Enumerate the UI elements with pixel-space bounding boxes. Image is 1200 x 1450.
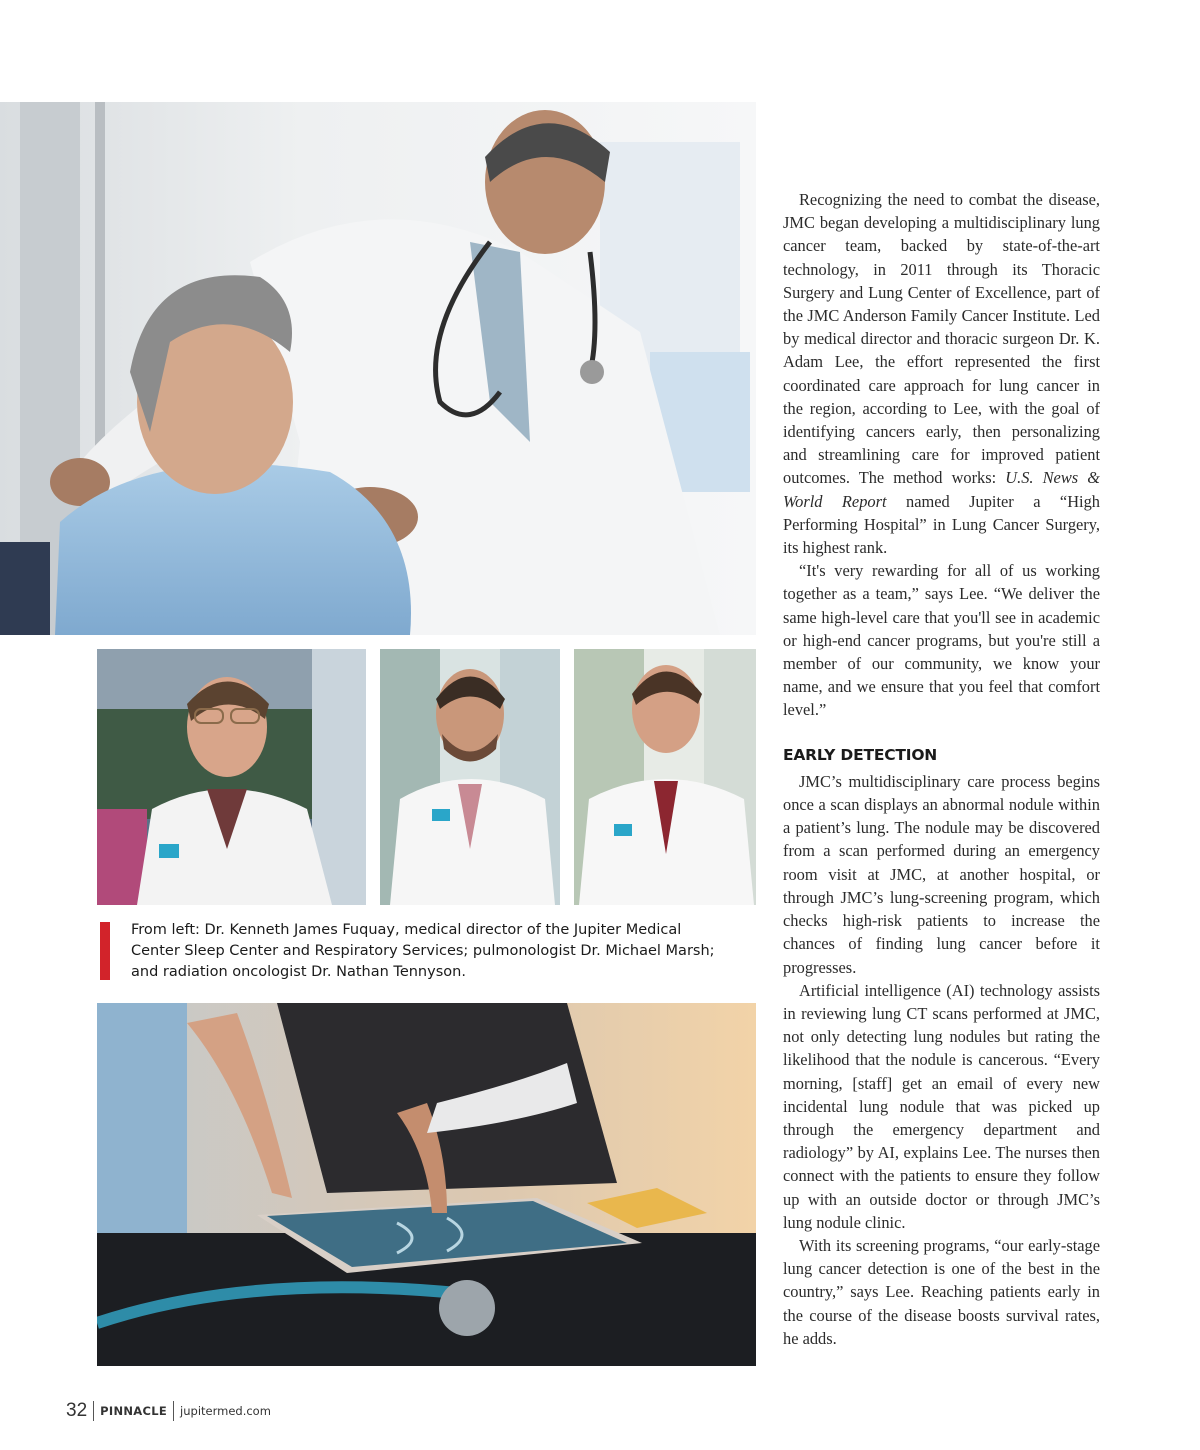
magazine-brand: PINNACLE (100, 1404, 168, 1418)
photo-caption: From left: Dr. Kenneth James Fuquay, medical director of the Jupiter Medical Center Sleep Center and Respiratory Services; pulmonologist Dr. Michael Marsh; and radiation oncologist Dr. Nathan Tennyson. (131, 922, 715, 980)
article-paragraph-4: Artificial intelligence (AI) technology assists in reviewing lung CT scans performed at JMC, not only detecting lung nodules but rating the likelihood that the nodule is cancerous. “Every morning, [staff] get an email of every new incidental lung nodule that was picked up through the emergency department and radiology” by AI, explains Lee. The nurses then connect with the patients to ensure they follow up with an outside doctor or through JMC’s lung nodule clinic. (783, 980, 1100, 1232)
portrait-dr-nathan-tennyson (574, 649, 756, 905)
section-heading: EARLY DETECTION (783, 745, 938, 764)
article-paragraph-2: “It's very rewarding for all of us working together as a team,” says Lee. “We deliver the same high-level care that you'll see in academic or high-end cancer programs, but you're still a member of our community, we know your name, and we ensure that you feel that comfort level.” (783, 561, 1100, 720)
hero-photo-doctor-with-patient (0, 102, 756, 635)
article-paragraph-5: With its screening programs, “our early-stage lung cancer detection is one of the best in the country,” says Lee. Reaching patients early in the course of the disease boosts survival rates, he adds. (783, 1235, 1100, 1348)
portrait-dr-kenneth-fuquay (97, 649, 366, 905)
photo-tablet-lung-xray (97, 1003, 756, 1366)
page-number: 32 (66, 1400, 88, 1421)
publication-name: U.S. News & World Report (783, 468, 1100, 511)
article-text-column (783, 188, 1100, 1350)
page-footer (66, 1398, 271, 1424)
footer-divider (173, 1401, 174, 1421)
portrait-dr-michael-marsh (380, 649, 560, 905)
footer-divider (93, 1401, 94, 1421)
article-paragraph-3: JMC’s multidisciplinary care process begins once a scan displays an abnormal nodule within a patient’s lung. The nodule may be discovered from a scan performed during an emergency room visit at JMC, at another hospital, or through JMC’s lung-screening program, which checks high-risk patients to increase the chances of finding lung cancer before it progresses. (783, 771, 1100, 977)
article-paragraph-1: Recognizing the need to combat the disease, JMC began developing a multidisciplinary lung cancer team, backed by state-of-the-art technology, in 2011 through its Thoracic Surgery and Lung Center of Excellence, part of the JMC Anderson Family Cancer Institute. Led by medical director and thoracic surgeon Dr. K. Adam Lee, the effort represented the first coordinated care approach for lung cancer in the region, according to Lee, with the goal of identifying cancers early, then personalizing and streamlining care for improved patient outcomes. The method works: U.S. News & World Report named Jupiter a “High Performing Hospital” in Lung Cancer Surgery, its highest rank. (783, 190, 1100, 558)
website-url: jupitermed.com (180, 1404, 271, 1418)
caption-accent-bar (100, 922, 110, 980)
